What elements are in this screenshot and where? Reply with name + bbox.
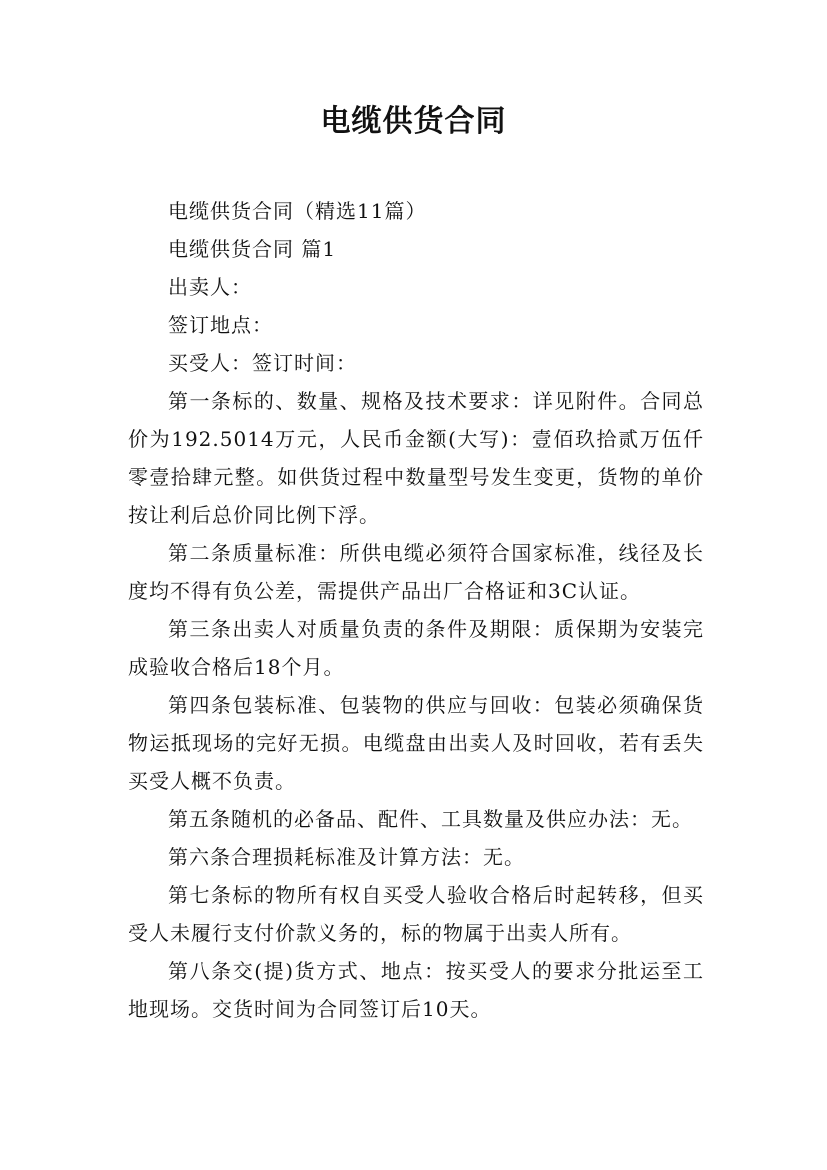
paragraph-section-heading: 电缆供货合同 篇1 xyxy=(168,237,337,261)
document-body xyxy=(128,192,704,1028)
paragraph-article-4: 第四条包装标准、包装物的供应与回收：包装必须确保货物运抵现场的完好无损。电缆盘由出卖人及时回收，若有丢失买受人概不负责。 xyxy=(128,693,704,793)
paragraph-seller: 出卖人： xyxy=(168,275,252,299)
paragraph-signing-place: 签订地点： xyxy=(168,313,273,337)
paragraph-article-2: 第二条质量标准：所供电缆必须符合国家标准，线径及长度均不得有负公差，需提供产品出厂合格证和3C认证。 xyxy=(128,541,704,603)
document-title: 电缆供货合同 xyxy=(320,104,507,139)
paragraph-article-3: 第三条出卖人对质量负责的条件及期限：质保期为安装完成验收合格后18个月。 xyxy=(128,617,704,679)
paragraph-article-6: 第六条合理损耗标准及计算方法：无。 xyxy=(168,845,525,869)
paragraph-buyer: 买受人：签订时间： xyxy=(168,351,357,375)
paragraph-article-7: 第七条标的物所有权自买受人验收合格后时起转移，但买受人未履行支付价款义务的，标的物属于出卖人所有。 xyxy=(128,883,704,945)
paragraph-subtitle: 电缆供货合同（精选11篇） xyxy=(168,199,427,223)
paragraph-article-5: 第五条随机的必备品、配件、工具数量及供应办法：无。 xyxy=(168,807,693,831)
paragraph-article-8: 第八条交(提)货方式、地点：按买受人的要求分批运至工地现场。交货时间为合同签订后10天。 xyxy=(128,959,704,1021)
paragraph-article-1: 第一条标的、数量、规格及技术要求：详见附件。合同总价为192.5014万元，人民币金额(大写)：壹佰玖拾贰万伍仟零壹拾肆元整。如供货过程中数量型号发生变更，货物的单价按让利后总价同比例下浮。 xyxy=(128,389,704,527)
